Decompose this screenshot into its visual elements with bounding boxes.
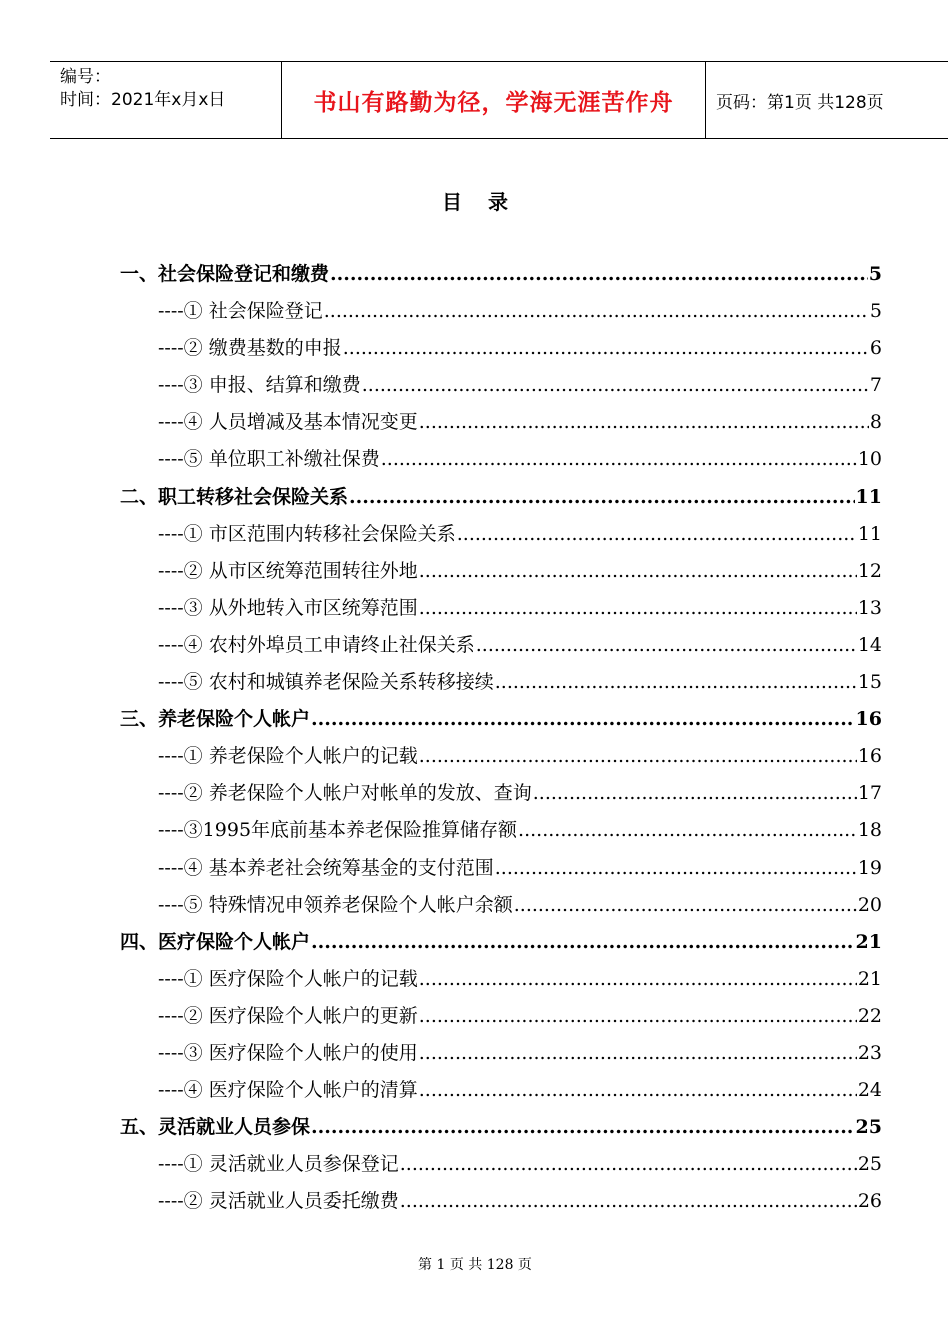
toc-subsection-entry[interactable] <box>120 1072 882 1109</box>
toc-entry-page: 12 <box>857 559 882 582</box>
toc-entry-title: ----③ 医疗保险个人帐户的使用 <box>158 1041 418 1064</box>
toc-entry-title: 五、灵活就业人员参保 <box>120 1116 311 1139</box>
toc-entry-page: 11 <box>857 522 882 545</box>
toc-dot-leader <box>349 479 855 516</box>
toc-dot-leader <box>419 553 857 590</box>
toc-entry-page: 16 <box>857 745 882 768</box>
toc-dot-leader <box>518 812 857 849</box>
toc-entry-title: ----⑤ 特殊情况申领养老保险个人帐户余额 <box>158 893 513 916</box>
toc-dot-leader <box>476 627 857 664</box>
toc-entry-page: 7 <box>869 374 882 397</box>
toc-dot-leader <box>311 701 855 738</box>
toc-dot-leader <box>514 887 857 924</box>
toc-entry-page: 16 <box>855 708 882 731</box>
toc-entry-title: ----② 医疗保险个人帐户的更新 <box>158 1004 418 1027</box>
page-footer: 第 1 页 共 128 页 <box>418 1257 532 1273</box>
toc-section-entry[interactable] <box>120 256 882 293</box>
toc-entry-title: ----② 缴费基数的申报 <box>158 337 342 360</box>
header-meta <box>50 62 281 138</box>
toc-dot-leader <box>419 1035 857 1072</box>
toc-entry-page: 5 <box>868 263 882 285</box>
time-label: 时间：2021年x月x日 <box>60 90 226 110</box>
toc-entry-page: 5 <box>869 300 882 323</box>
toc-subsection-entry[interactable] <box>120 961 882 998</box>
toc-dot-leader <box>343 330 869 367</box>
toc-dot-leader <box>533 775 857 812</box>
toc-entry-title: ----③ 申报、结算和缴费 <box>158 374 361 397</box>
toc-entry-title: ----④ 农村外埠员工申请终止社保关系 <box>158 633 475 656</box>
toc-dot-leader <box>324 293 869 330</box>
toc-subsection-entry[interactable] <box>120 590 882 627</box>
toc-entry-title: ----③ 从外地转入市区统筹范围 <box>158 596 418 619</box>
toc-dot-leader <box>419 1072 857 1109</box>
toc-dot-leader <box>419 590 857 627</box>
toc-entry-page: 8 <box>869 411 882 434</box>
toc-dot-leader <box>381 441 857 478</box>
toc-subsection-entry[interactable] <box>120 1035 882 1072</box>
toc-entry-title: ----② 灵活就业人员委托缴费 <box>158 1190 399 1213</box>
toc-dot-leader <box>400 1183 857 1220</box>
toc-entry-page: 10 <box>857 448 882 471</box>
toc-entry-page: 21 <box>857 967 882 990</box>
toc-entry-title: ----① 市区范围内转移社会保险关系 <box>158 522 456 545</box>
number-label: 编号： <box>60 67 111 87</box>
toc-subsection-entry[interactable] <box>120 293 882 330</box>
toc-dot-leader <box>362 367 869 404</box>
table-of-contents <box>120 256 882 1220</box>
toc-entry-page: 21 <box>855 930 882 953</box>
toc-subsection-entry[interactable] <box>120 1183 882 1220</box>
toc-dot-leader <box>457 516 857 553</box>
toc-dot-leader <box>330 256 868 293</box>
header-motto-cell <box>281 62 706 138</box>
toc-entry-page: 13 <box>857 596 882 619</box>
toc-dot-leader <box>495 850 857 887</box>
toc-entry-page: 23 <box>857 1041 882 1064</box>
toc-entry-page: 18 <box>857 819 882 842</box>
toc-entry-title: ----④ 医疗保险个人帐户的清算 <box>158 1079 418 1102</box>
toc-entry-title: ----⑤ 农村和城镇养老保险关系转移接续 <box>158 671 494 694</box>
toc-subsection-entry[interactable] <box>120 1146 882 1183</box>
toc-subsection-entry[interactable] <box>120 775 882 812</box>
toc-dot-leader <box>419 738 857 775</box>
toc-entry-page: 26 <box>857 1190 882 1213</box>
toc-subsection-entry[interactable] <box>120 516 882 553</box>
toc-subsection-entry[interactable] <box>120 553 882 590</box>
toc-subsection-entry[interactable] <box>120 812 882 849</box>
page-header <box>50 61 948 139</box>
toc-dot-leader <box>400 1146 857 1183</box>
toc-subsection-entry[interactable] <box>120 998 882 1035</box>
toc-entry-page: 24 <box>857 1079 882 1102</box>
header-page-info-cell <box>706 62 948 138</box>
toc-subsection-entry[interactable] <box>120 441 882 478</box>
toc-entry-title: 一、社会保险登记和缴费 <box>120 263 330 285</box>
toc-entry-title: ----④ 人员增减及基本情况变更 <box>158 411 418 434</box>
toc-entry-page: 17 <box>857 782 882 805</box>
toc-dot-leader <box>311 924 855 961</box>
toc-subsection-entry[interactable] <box>120 850 882 887</box>
toc-subsection-entry[interactable] <box>120 738 882 775</box>
toc-entry-page: 25 <box>857 1153 882 1176</box>
toc-section-entry[interactable] <box>120 479 882 516</box>
toc-entry-title: 二、职工转移社会保险关系 <box>120 485 349 508</box>
toc-entry-title: ----① 灵活就业人员参保登记 <box>158 1153 399 1176</box>
motto: 书山有路勤为径，学海无涯苦作舟 <box>313 89 674 116</box>
toc-entry-title: ----② 养老保险个人帐户对帐单的发放、查询 <box>158 782 532 805</box>
page-info: 页码：第1页 共128页 <box>716 92 884 113</box>
toc-entry-page: 15 <box>857 671 882 694</box>
toc-dot-leader <box>419 998 857 1035</box>
toc-entry-page: 14 <box>857 633 882 656</box>
toc-entry-page: 11 <box>855 485 882 508</box>
toc-entry-title: ----② 从市区统筹范围转往外地 <box>158 559 418 582</box>
toc-entry-page: 22 <box>857 1004 882 1027</box>
toc-entry-title: 四、医疗保险个人帐户 <box>120 930 311 953</box>
toc-entry-page: 20 <box>857 893 882 916</box>
toc-entry-title: ----① 养老保险个人帐户的记载 <box>158 745 418 768</box>
toc-section-entry[interactable] <box>120 701 882 738</box>
toc-subsection-entry[interactable] <box>120 330 882 367</box>
toc-entry-title: ----⑤ 单位职工补缴社保费 <box>158 448 380 471</box>
toc-entry-title: 三、养老保险个人帐户 <box>120 708 311 731</box>
toc-entry-page: 6 <box>869 337 882 360</box>
toc-section-entry[interactable] <box>120 924 882 961</box>
toc-entry-title: ----① 社会保险登记 <box>158 300 323 323</box>
toc-subsection-entry[interactable] <box>120 664 882 701</box>
toc-entry-title: ----③1995年底前基本养老保险推算储存额 <box>158 819 518 842</box>
toc-dot-leader <box>419 961 857 998</box>
toc-title: 目录 <box>442 190 534 214</box>
toc-entry-page: 19 <box>857 856 882 879</box>
toc-entry-title: ----④ 基本养老社会统筹基金的支付范围 <box>158 856 494 879</box>
toc-subsection-entry[interactable] <box>120 627 882 664</box>
toc-entry-page: 25 <box>855 1116 882 1139</box>
toc-dot-leader <box>495 664 857 701</box>
toc-subsection-entry[interactable] <box>120 367 882 404</box>
toc-subsection-entry[interactable] <box>120 404 882 441</box>
toc-section-entry[interactable] <box>120 1109 882 1146</box>
toc-entry-title: ----① 医疗保险个人帐户的记载 <box>158 967 418 990</box>
toc-dot-leader <box>419 404 869 441</box>
toc-subsection-entry[interactable] <box>120 887 882 924</box>
toc-dot-leader <box>311 1109 855 1146</box>
